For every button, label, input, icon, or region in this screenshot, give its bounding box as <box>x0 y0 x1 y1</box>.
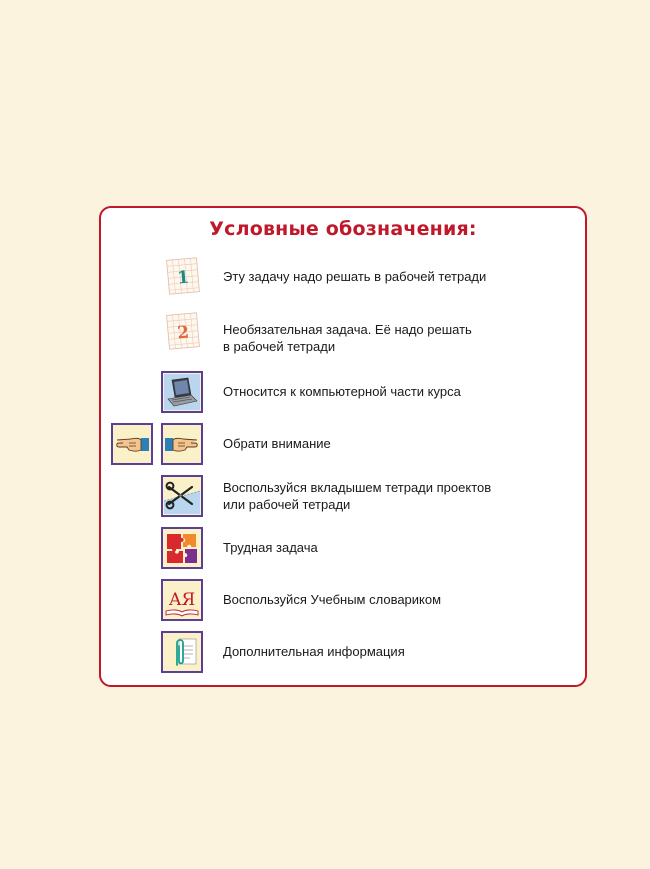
legend-label-hard-task: Трудная задача <box>223 540 318 555</box>
legend-label-extra-info: Дополнительная информация <box>223 644 405 659</box>
legend-label-optional-task: Необязательная задача. Её надо решать в рабочей тетради <box>223 322 472 354</box>
legend-label-insert: Воспользуйся вкладышем тетради проектов или рабочей тетради <box>223 480 492 512</box>
legend-label-notebook-task: Эту задачу надо решать в рабочей тетради <box>223 269 487 284</box>
puzzle-icon <box>161 527 203 569</box>
notebook-number-2: 2 <box>176 322 190 344</box>
legend-title: Условные обозначения: <box>209 218 477 240</box>
legend-label-attention: Обрати внимание <box>223 436 331 451</box>
paperclip-icon <box>161 631 203 673</box>
scissors-icon <box>161 475 203 517</box>
laptop-icon <box>161 371 203 413</box>
notebook-number-1-icon <box>163 256 203 296</box>
dictionary-icon <box>161 579 203 621</box>
legend-label-dictionary: Воспользуйся Учебным словариком <box>223 592 442 607</box>
notebook-number-2-icon <box>163 311 203 351</box>
dictionary-letters: АЯ <box>168 590 196 610</box>
pointing-hand-right-icon <box>161 423 203 465</box>
pointing-hand-left-icon <box>111 423 153 465</box>
notebook-number-1: 1 <box>176 267 190 289</box>
legend-box <box>99 206 587 687</box>
legend-label-computer-part: Относится к компьютерной части курса <box>223 384 461 399</box>
